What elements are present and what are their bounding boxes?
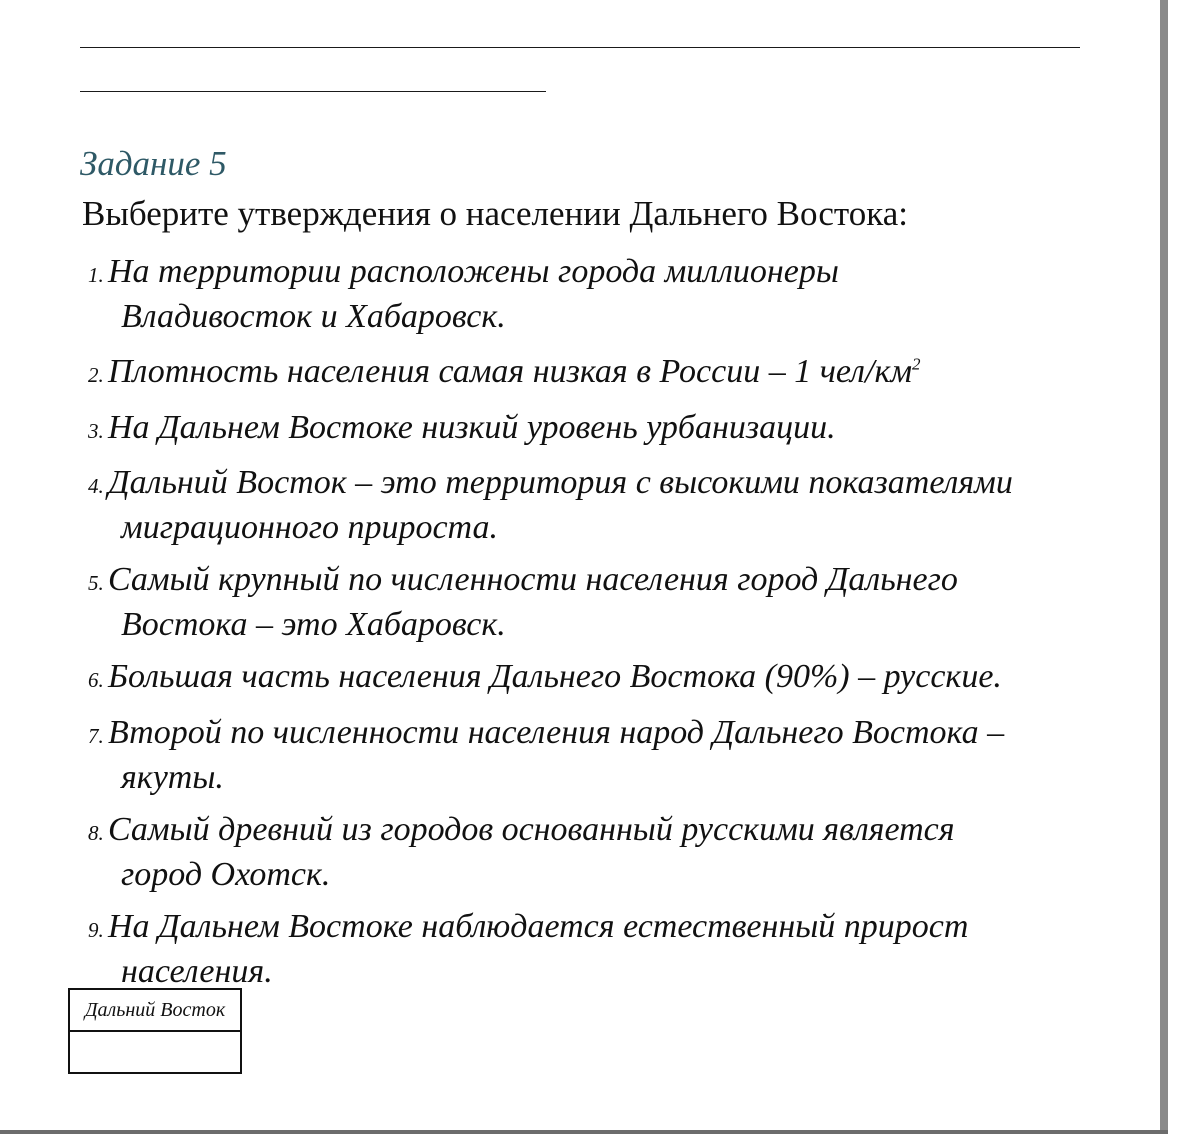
task-instruction: Выберите утверждения о населении Дальнего Востока: [82, 194, 908, 233]
page-edge-shadow [1160, 0, 1168, 1134]
answer-blank-line[interactable] [80, 47, 1080, 48]
statement-number: 8. [88, 821, 104, 845]
statement-item [88, 906, 1088, 993]
statement-item [88, 462, 1088, 549]
statement-text: Самый крупный по численности населения город Дальнего [108, 561, 958, 598]
statement-item [88, 251, 1088, 338]
statement-number: 3. [88, 419, 104, 443]
statement-item [88, 712, 1088, 799]
statement-text: Второй по численности населения народ Дальнего Востока – [108, 714, 1005, 751]
statement-item [88, 809, 1088, 896]
statement-text: Дальний Восток – это территория с высокими показателями [108, 464, 1013, 501]
statement-number: 2. [88, 363, 104, 387]
statement-text: населения. [121, 953, 273, 990]
statement-text: миграционного прироста. [121, 509, 499, 546]
statement-text: Владивосток и Хабаровск. [121, 298, 506, 335]
answer-table-header: Дальний Восток [69, 989, 241, 1031]
statement-item [88, 559, 1088, 646]
statement-number: 1. [88, 263, 104, 287]
statement-number: 7. [88, 724, 104, 748]
statement-text: На Дальнем Востоке низкий уровень урбанизации. [108, 409, 836, 446]
statement-text: Востока – это Хабаровск. [121, 606, 506, 643]
statement-text: Большая часть населения Дальнего Востока (90%) – русские. [108, 658, 1002, 695]
answer-input-cell[interactable] [69, 1031, 241, 1073]
statement-text: Плотность населения самая низкая в России – 1 чел/км [108, 353, 913, 390]
statement-item [88, 407, 1088, 452]
statement-text: На Дальнем Востоке наблюдается естественный прирост [108, 908, 969, 945]
answer-table [68, 988, 242, 1074]
superscript: 2 [912, 354, 921, 374]
statement-number: 4. [88, 474, 104, 498]
statement-number: 9. [88, 918, 104, 942]
answer-blank-line[interactable] [80, 91, 546, 92]
statement-text: На территории расположены города миллионеры [108, 253, 839, 290]
page-margin [1168, 0, 1179, 1134]
statement-item [88, 351, 1088, 396]
statement-text: якуты. [121, 759, 224, 796]
statement-text: город Охотск. [121, 856, 331, 893]
page-bottom-edge [0, 1130, 1168, 1134]
statement-item [88, 656, 1088, 701]
task-heading: Задание 5 [80, 144, 227, 183]
statement-text: Самый древний из городов основанный русскими является [108, 811, 955, 848]
statement-number: 5. [88, 571, 104, 595]
statement-number: 6. [88, 668, 104, 692]
